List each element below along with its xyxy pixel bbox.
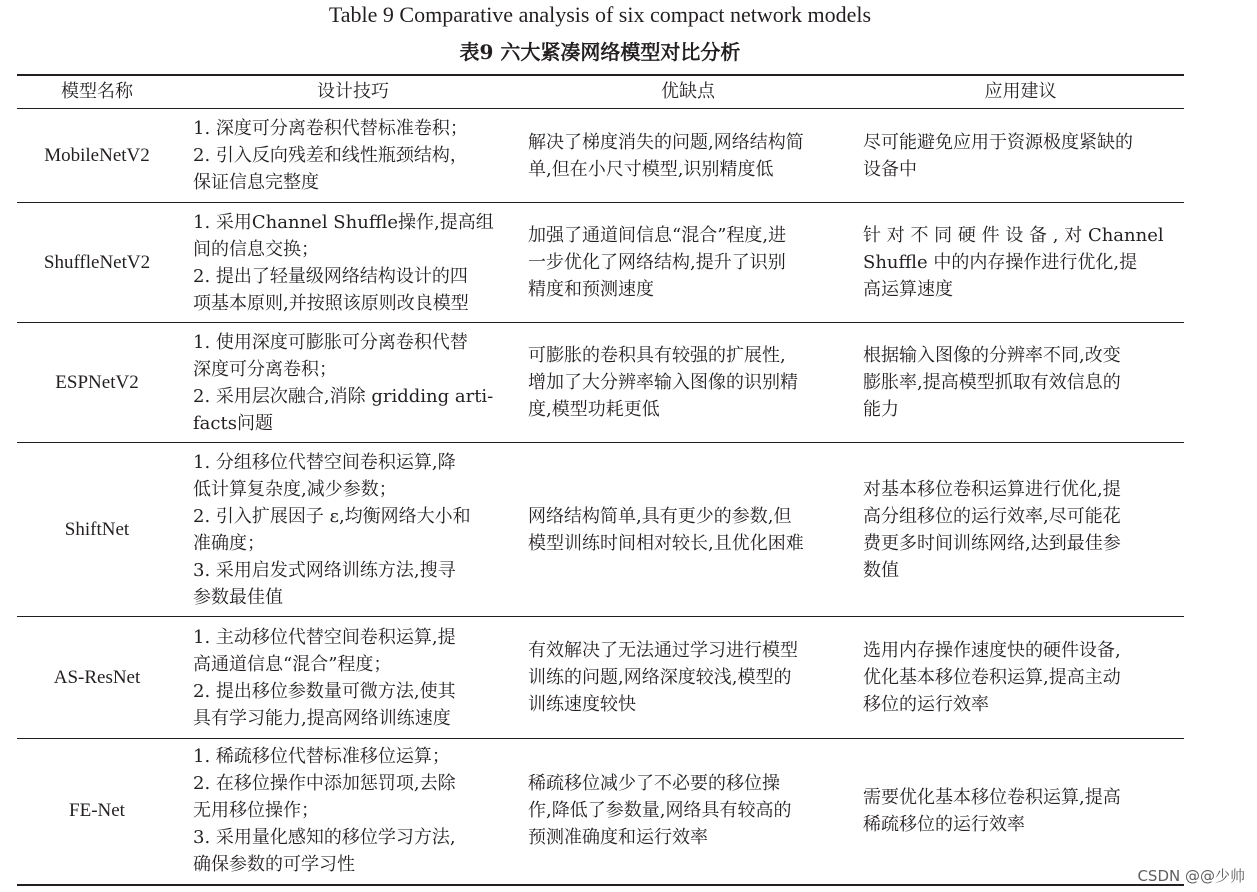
cell-text-line: Shuffle 中的内存操作进行优化,提 (863, 252, 1138, 273)
cell-text-line: 2. 引入反向残差和线性瓶颈结构， (193, 145, 468, 166)
cell-text-line: 低计算复杂度,减少参数； (193, 478, 397, 500)
cell-text-line: 膨胀率,提高模型抓取有效信息的 (863, 372, 1121, 393)
design-cell (193, 443, 513, 616)
header-advice: 应用建议 (984, 81, 1057, 102)
advice-cell (863, 739, 1178, 882)
table-row (17, 617, 1184, 739)
design-cell (193, 109, 513, 202)
pros-cons-cell (528, 109, 848, 202)
watermark: CSDN @@少帅 (1137, 867, 1245, 885)
cell-text-line: 有效解决了无法通过学习进行模型 (528, 640, 798, 661)
cell-text-line: 移位的运行效率 (863, 694, 989, 715)
cell-text-line: 作,降低了参数量,网络具有较高的 (528, 800, 792, 821)
model-name-cell: MobileNetV2 (44, 145, 150, 166)
cell-text-line: facts问题 (193, 412, 273, 434)
pros-cons-cell (528, 739, 848, 882)
cell-text-line: 解决了梯度消失的问题,网络结构简 (528, 131, 804, 153)
cell-text-line: 优化基本移位卷积运算,提高主动 (863, 667, 1121, 688)
cell-text-line: 精度和预测速度 (528, 279, 654, 300)
advice-cell (863, 323, 1178, 442)
cell-text-line: 预测准确度和运行效率 (528, 827, 708, 848)
cell-text-line: 2. 采用层次融合,消除 gridding arti- (193, 385, 494, 407)
cell-text-line: 1. 使用深度可膨胀可分离卷积代替 (193, 331, 468, 353)
cell-text-line: 无用移位操作； (193, 800, 319, 821)
design-cell (193, 617, 513, 738)
cell-text-line: 数值 (863, 559, 899, 581)
cell-text-line: 度,模型功耗更低 (528, 399, 660, 420)
cell-text-line: 单,但在小尺寸模型,识别精度低 (528, 158, 774, 180)
cell-text-line: 确保参数的可学习性 (193, 854, 355, 875)
cell-text-line: 高运算速度 (863, 279, 953, 300)
cell-text-line: 1. 稀疏移位代替标准移位运算； (193, 746, 450, 767)
advice-cell (863, 443, 1178, 616)
cell-text-line: 根据输入图像的分辨率不同,改变 (863, 345, 1121, 366)
cell-text-line: 2. 在移位操作中添加惩罚项,去除 (193, 773, 456, 794)
cell-text-line: 针 对 不 同 硬 件 设 备 , 对 Channel (863, 225, 1164, 246)
bottom-rule (17, 884, 1184, 886)
cell-text-line: 具有学习能力,提高网络训练速度 (193, 707, 451, 729)
cell-text-line: 尽可能避免应用于资源极度紧缺的 (863, 131, 1133, 153)
pros-cons-cell (528, 443, 848, 616)
advice-cell (863, 203, 1178, 322)
cell-text-line: 模型训练时间相对较长,且优化困难 (528, 532, 804, 554)
cell-text-line: 3. 采用启发式网络训练方法,搜寻 (193, 559, 456, 581)
cell-text-line: 能力 (863, 399, 899, 420)
cell-text-line: 高分组移位的运行效率,尽可能花 (863, 505, 1121, 527)
cell-text-line: 深度可分离卷积； (193, 358, 337, 380)
cell-text-line: 高通道信息“混合”程度； (193, 653, 392, 675)
cell-text-line: 加强了通道间信息“混合”程度,进 (528, 225, 787, 246)
header-pros-cons: 优缺点 (661, 81, 715, 102)
cell-text-line: 2. 引入扩展因子 ε,均衡网络大小和 (193, 505, 471, 527)
model-name-cell: ESPNetV2 (55, 372, 139, 393)
advice-cell (863, 109, 1178, 202)
cell-text-line: 训练速度较快 (528, 694, 636, 715)
cell-text-line: 1. 分组移位代替空间卷积运算,降 (193, 451, 456, 473)
cell-text-line: 3. 采用量化感知的移位学习方法, (193, 827, 456, 848)
cell-text-line: 稀疏移位的运行效率 (863, 813, 1025, 835)
design-cell (193, 739, 513, 882)
pros-cons-cell (528, 617, 848, 738)
table-row (17, 739, 1184, 882)
cell-text-line: 设备中 (863, 158, 917, 180)
pros-cons-cell (528, 203, 848, 322)
table-row (17, 109, 1184, 203)
cell-text-line: 对基本移位卷积运算进行优化,提 (863, 478, 1121, 500)
advice-cell (863, 617, 1178, 738)
design-cell (193, 323, 513, 442)
cell-text-line: 需要优化基本移位卷积运算,提高 (863, 786, 1121, 808)
cell-text-line: 2. 提出移位参数量可微方法,使其 (193, 680, 456, 702)
cell-text-line: 网络结构简单,具有更少的参数,但 (528, 505, 792, 527)
table-row (17, 203, 1184, 323)
table-title-chinese: 表9 六大紧凑网络模型对比分析 (459, 40, 741, 64)
cell-text-line: 参数最佳值 (193, 586, 283, 608)
cell-text-line: 稀疏移位减少了不必要的移位操 (528, 773, 780, 794)
cell-text-line: 可膨胀的卷积具有较强的扩展性, (528, 345, 786, 366)
cell-text-line: 项基本原则,并按照该原则改良模型 (193, 292, 469, 314)
cell-text-line: 1. 深度可分离卷积代替标准卷积； (193, 118, 468, 139)
table-row (17, 323, 1184, 443)
model-name-cell: ShuffleNetV2 (43, 252, 151, 273)
table-title-english: Table 9 Comparative analysis of six compact network models (328, 2, 872, 27)
cell-text-line: 训练的问题,网络深度较浅,模型的 (528, 667, 792, 688)
cell-text-line: 2. 提出了轻量级网络结构设计的四 (193, 265, 468, 287)
cell-text-line: 1. 主动移位代替空间卷积运算,提 (193, 626, 456, 648)
cell-text-line: 一步优化了网络结构,提升了识别 (528, 252, 786, 273)
header-design: 设计技巧 (317, 81, 389, 102)
model-name-cell: ShiftNet (64, 519, 130, 540)
model-name-cell: FE-Net (69, 800, 125, 821)
cell-text-line: 准确度； (193, 532, 265, 554)
header-model: 模型名称 (61, 81, 133, 102)
design-cell (193, 203, 513, 322)
pros-cons-cell (528, 323, 848, 442)
cell-text-line: 增加了大分辨率输入图像的识别精 (528, 372, 798, 393)
table-row (17, 443, 1184, 617)
cell-text-line: 保证信息完整度 (193, 172, 319, 193)
cell-text-line: 间的信息交换； (193, 238, 319, 260)
model-name-cell: AS-ResNet (53, 667, 141, 688)
cell-text-line: 1. 采用Channel Shuffle操作,提高组 (193, 211, 494, 233)
cell-text-line: 费更多时间训练网络,达到最佳参 (863, 532, 1121, 554)
cell-text-line: 选用内存操作速度快的硬件设备, (863, 640, 1121, 661)
